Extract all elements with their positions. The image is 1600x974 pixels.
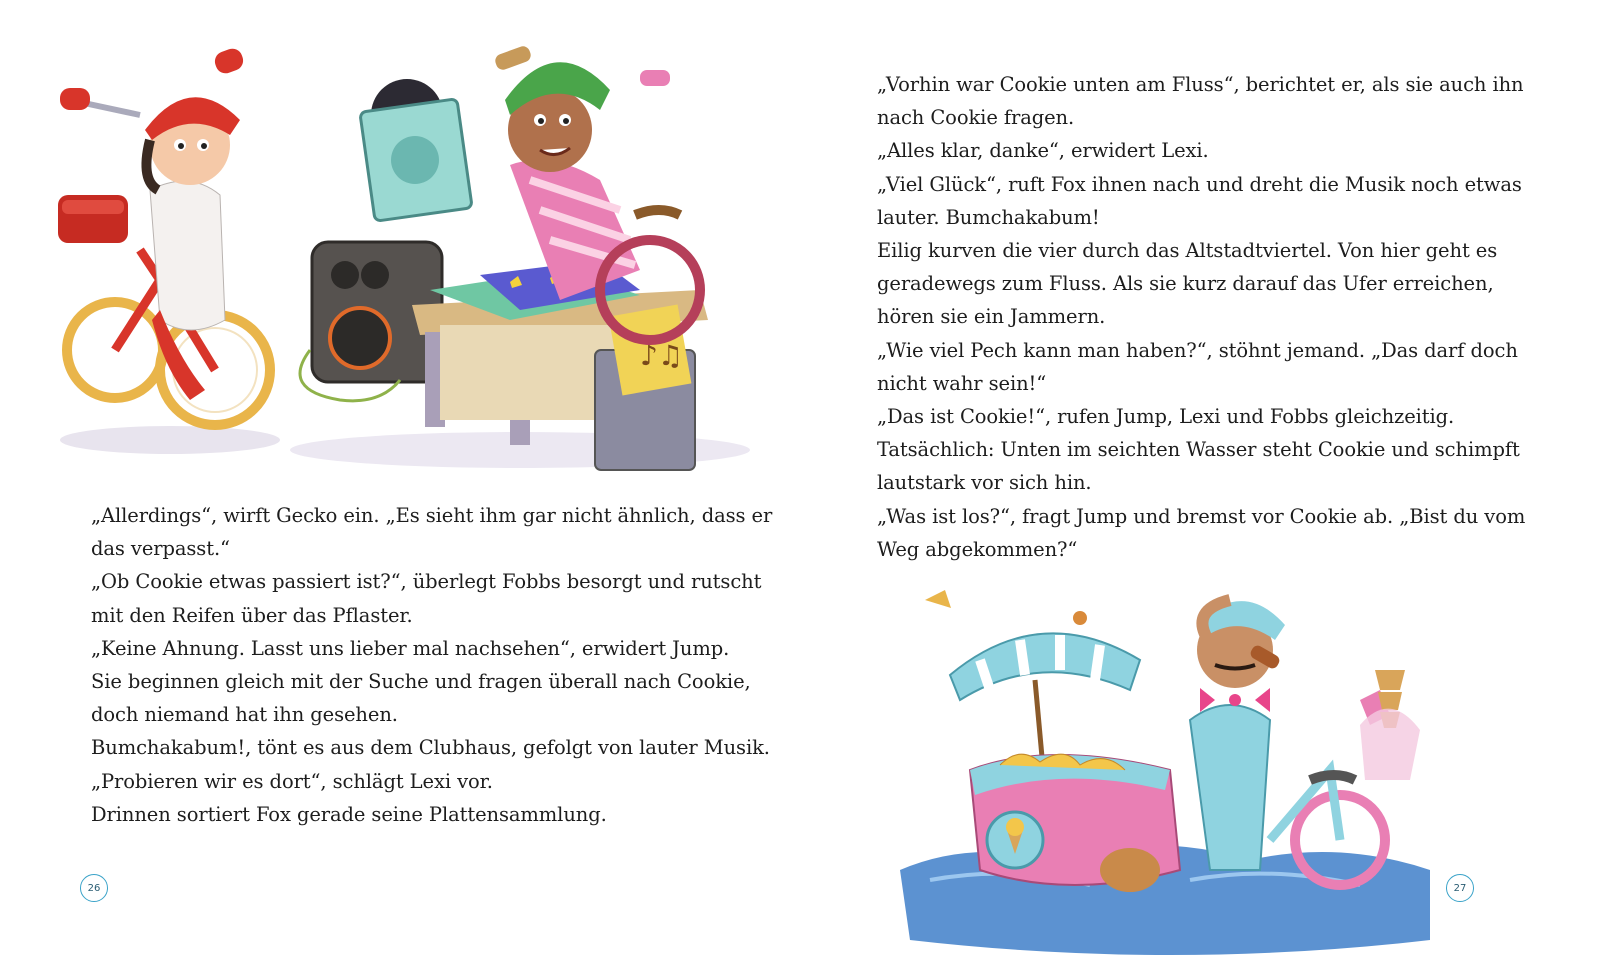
text-line: „Wie viel Pech kann man haben?“, stöhnt jemand. „Das darf doch bbox=[877, 338, 1518, 362]
text-line: „Das ist Cookie!“, rufen Jump, Lexi und Fobbs gleichzeitig. bbox=[877, 405, 1455, 429]
kid-on-red-bike bbox=[58, 46, 270, 425]
text-line: nicht wahr sein!“ bbox=[877, 371, 1047, 395]
right-page-text bbox=[877, 68, 1525, 566]
cookie-bike bbox=[1270, 670, 1420, 885]
text-line: Weg abgekommen?“ bbox=[877, 537, 1078, 561]
text-line: Sie beginnen gleich mit der Suche und fragen überall nach Cookie, bbox=[91, 670, 751, 694]
ice-cream-cart bbox=[970, 754, 1180, 892]
text-line: geradewegs zum Fluss. Als sie kurz darauf das Ufer erreichen, bbox=[877, 272, 1494, 296]
text-line: „Alles klar, danke“, erwidert Lexi. bbox=[877, 139, 1209, 163]
text-line: nach Cookie fragen. bbox=[877, 106, 1075, 130]
text-line: „Probieren wir es dort“, schlägt Lexi vor. bbox=[91, 769, 493, 793]
text-line: „Allerdings“, wirft Gecko ein. „Es sieht ihm gar nicht ähnlich, dass er bbox=[91, 504, 773, 527]
text-line: lautstark vor sich hin. bbox=[877, 471, 1092, 495]
page-number-left: 26 bbox=[80, 874, 108, 902]
page-number-right: 27 bbox=[1446, 874, 1474, 902]
svg-text:♪♫: ♪♫ bbox=[640, 339, 683, 372]
text-line: „Keine Ahnung. Lasst uns lieber mal nachsehen“, erwidert Jump. bbox=[91, 636, 730, 660]
cookie-character bbox=[1190, 600, 1285, 870]
text-line: „Ob Cookie etwas passiert ist?“, überlegt Fobbs besorgt und rutscht bbox=[91, 570, 762, 594]
text-line: „Viel Glück“, ruft Fox ihnen nach und dreht die Musik noch etwas bbox=[877, 172, 1522, 196]
text-line: Bumchakabum!, tönt es aus dem Clubhaus, gefolgt von lauter Musik. bbox=[91, 736, 770, 760]
text-line: doch niemand hat ihn gesehen. bbox=[91, 703, 398, 727]
text-line: „Was ist los?“, fragt Jump und bremst vor Cookie ab. „Bist du vom bbox=[877, 504, 1526, 528]
illustration-kids-with-record-player bbox=[40, 20, 760, 490]
text-line: „Vorhin war Cookie unten am Fluss“, berichtet er, als sie auch ihn bbox=[877, 73, 1524, 96]
text-line: Tatsächlich: Unten im seichten Wasser steht Cookie und schimpft bbox=[877, 438, 1520, 462]
text-line: mit den Reifen über das Pflaster. bbox=[91, 603, 413, 627]
left-page-text bbox=[91, 499, 772, 831]
text-line: Eilig kurven die vier durch das Altstadtviertel. Von hier geht es bbox=[877, 239, 1498, 263]
text-line: lauter. Bumchakabum! bbox=[877, 205, 1100, 229]
text-line: hören sie ein Jammern. bbox=[877, 305, 1106, 329]
text-line: Drinnen sortiert Fox gerade seine Plattensammlung. bbox=[91, 802, 607, 826]
illustration-cookie-ice-cream-cart-in-water bbox=[890, 540, 1450, 960]
text-line: das verpasst.“ bbox=[91, 537, 230, 561]
right-page bbox=[800, 0, 1600, 974]
